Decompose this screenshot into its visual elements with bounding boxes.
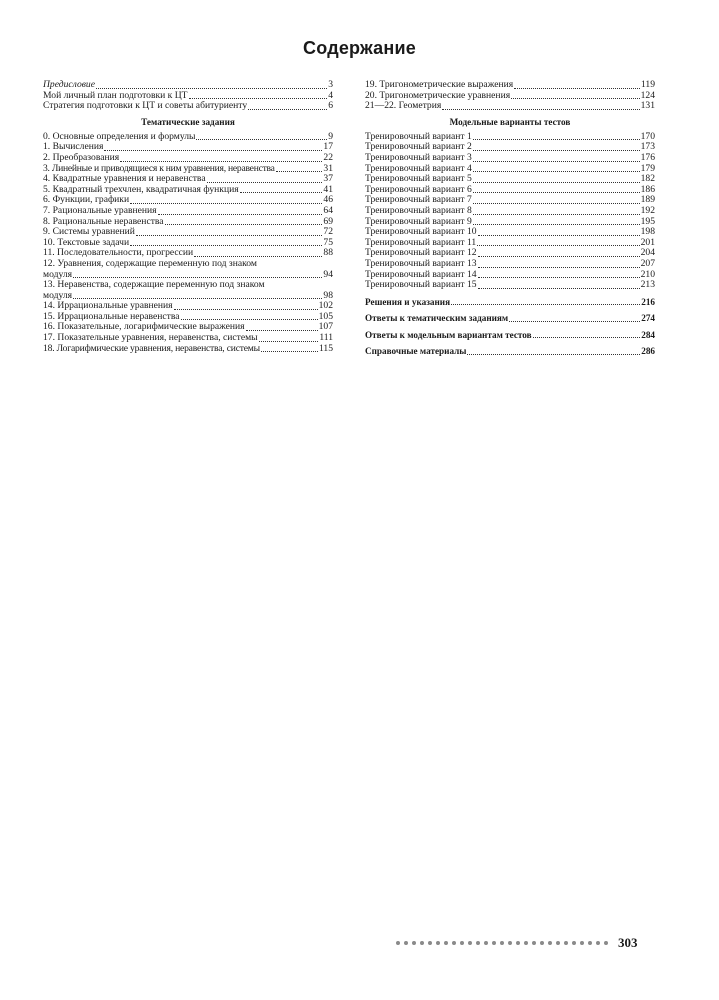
toc-entry[interactable] bbox=[43, 301, 333, 312]
toc-entry-title: 14. Иррациональные уравнения bbox=[43, 301, 173, 312]
toc-entry-title: Тренировочный вариант 5 bbox=[365, 174, 472, 185]
dot-leader bbox=[120, 161, 322, 162]
toc-entry-page: 64 bbox=[323, 204, 333, 216]
toc-entry-page: 173 bbox=[640, 141, 655, 153]
toc-entry-title: 5. Квадратный трехчлен, квадратичная функция bbox=[43, 184, 239, 195]
toc-entry-title: Тренировочный вариант 4 bbox=[365, 163, 472, 174]
toc-entry-page: 192 bbox=[640, 204, 655, 216]
page-title: Содержание bbox=[303, 38, 416, 58]
toc-entry[interactable] bbox=[365, 280, 655, 291]
toc-entry[interactable] bbox=[365, 248, 655, 259]
toc-entry-page: 98 bbox=[323, 289, 333, 301]
toc-entry[interactable] bbox=[365, 91, 655, 102]
toc-entry[interactable] bbox=[365, 174, 655, 185]
toc-entry[interactable] bbox=[365, 227, 655, 238]
dot-leader bbox=[240, 192, 323, 193]
toc-entry-title: Тренировочный вариант 8 bbox=[365, 205, 472, 216]
toc-entry[interactable] bbox=[43, 153, 333, 164]
toc-left-column bbox=[43, 80, 333, 354]
toc-entry-page: 210 bbox=[640, 268, 655, 280]
toc-entry-title: 10. Текстовые задачи bbox=[43, 237, 130, 248]
toc-entry-title: Решения и указания bbox=[365, 296, 451, 307]
toc-entry-page: 131 bbox=[640, 100, 655, 112]
dot-leader bbox=[136, 235, 322, 236]
dot-leader bbox=[473, 161, 640, 162]
dot-leader bbox=[158, 214, 323, 215]
dot-leader bbox=[104, 150, 322, 151]
toc-entry-page: 41 bbox=[323, 183, 333, 195]
toc-entry-page: 274 bbox=[641, 313, 655, 324]
toc-entry-title: 8. Рациональные неравенства bbox=[43, 216, 164, 227]
toc-entry[interactable] bbox=[365, 217, 655, 228]
toc-entry[interactable] bbox=[365, 80, 655, 91]
toc-entry[interactable] bbox=[43, 217, 333, 228]
toc-entry-title: Тренировочный вариант 12 bbox=[365, 248, 477, 259]
dot-leader bbox=[207, 182, 323, 183]
toc-entry-page: 176 bbox=[640, 151, 655, 163]
toc-entry-title: Тренировочный вариант 13 bbox=[365, 258, 477, 269]
toc-entry-title: 4. Квадратные уравнения и неравенства bbox=[43, 174, 206, 185]
dot-leader bbox=[451, 304, 640, 305]
section-heading: Тематические задания bbox=[141, 116, 235, 127]
toc-entry-title: Тренировочный вариант 10 bbox=[365, 227, 477, 238]
dot-leader bbox=[96, 88, 327, 89]
toc-entry-title: Тренировочный вариант 9 bbox=[365, 216, 472, 227]
dot-leader bbox=[174, 309, 318, 310]
toc-entry[interactable] bbox=[43, 101, 333, 112]
dot-leader bbox=[478, 267, 640, 268]
toc-entry[interactable] bbox=[43, 312, 333, 323]
toc-entry-title: Стратегия подготовки к ЦТ и советы абитуриенту bbox=[43, 101, 248, 112]
toc-entry-title: Предисловие bbox=[43, 80, 95, 90]
dot-leader bbox=[514, 88, 640, 89]
toc-entry-page: 107 bbox=[318, 321, 333, 333]
dot-leader bbox=[478, 288, 640, 289]
toc-entry-last-line bbox=[43, 291, 333, 302]
toc-entry-title: Тренировочный вариант 3 bbox=[365, 152, 472, 163]
toc-entry[interactable] bbox=[43, 206, 333, 217]
toc-entry-page: 179 bbox=[640, 162, 655, 174]
toc-entry[interactable] bbox=[365, 185, 655, 196]
toc-entry-title: Тренировочный вариант 14 bbox=[365, 269, 477, 280]
toc-entry[interactable] bbox=[365, 132, 655, 143]
page-number: 303 bbox=[618, 935, 638, 950]
toc-entry-title: 2. Преобразования bbox=[43, 152, 120, 163]
toc-entry[interactable] bbox=[43, 164, 333, 175]
toc-entry-title-line: 12. Уравнения, содержащие переменную под знаком bbox=[43, 257, 257, 269]
toc-entry-title: 1. Вычисления bbox=[43, 142, 104, 153]
dot-leader bbox=[473, 182, 640, 183]
toc-entry[interactable] bbox=[43, 238, 333, 249]
dot-leader bbox=[478, 235, 640, 236]
dot-leader bbox=[130, 245, 322, 246]
toc-entry[interactable] bbox=[43, 344, 333, 355]
toc-entry-page: 111 bbox=[319, 332, 333, 344]
dot-leader bbox=[73, 277, 322, 278]
toc-entry-page: 201 bbox=[640, 236, 655, 248]
toc-entry-page: 182 bbox=[640, 173, 655, 185]
toc-entry-page: 75 bbox=[323, 236, 333, 248]
toc-entry[interactable] bbox=[43, 185, 333, 196]
dot-leader bbox=[196, 139, 327, 140]
toc-entry-page: 124 bbox=[640, 89, 655, 101]
toc-entry-title: 11. Последовательности, прогрессии bbox=[43, 248, 194, 259]
dot-leader bbox=[181, 319, 318, 320]
toc-entry-wrapped[interactable] bbox=[43, 280, 333, 301]
toc-entry-page: 115 bbox=[318, 342, 333, 354]
dot-leader bbox=[165, 224, 323, 225]
dot-leader bbox=[248, 109, 327, 110]
toc-entry-title: Тренировочный вариант 7 bbox=[365, 195, 472, 206]
toc-entry-page: 4 bbox=[328, 89, 333, 101]
toc-entry-bold[interactable] bbox=[365, 330, 655, 341]
toc-entry-page: 286 bbox=[641, 346, 655, 357]
toc-entry[interactable] bbox=[365, 142, 655, 153]
toc-entry-page: 170 bbox=[640, 130, 655, 142]
dot-leader bbox=[533, 337, 641, 338]
toc-entry-page: 69 bbox=[323, 215, 333, 227]
toc-entry[interactable] bbox=[365, 101, 655, 112]
toc-entry-page: 37 bbox=[323, 173, 333, 185]
dot-leader bbox=[473, 192, 640, 193]
toc-entry-bold[interactable] bbox=[365, 313, 655, 324]
toc-entry-page: 195 bbox=[640, 215, 655, 227]
dot-leader bbox=[473, 139, 640, 140]
toc-entry[interactable] bbox=[365, 195, 655, 206]
toc-entry[interactable] bbox=[43, 174, 333, 185]
toc-entry-title: 7. Рациональные уравнения bbox=[43, 205, 157, 216]
toc-entry-page: 94 bbox=[323, 268, 333, 280]
toc-entry-page: 119 bbox=[640, 79, 655, 90]
toc-entry-title: модуля bbox=[43, 269, 73, 280]
toc-entry-wrapped[interactable] bbox=[43, 259, 333, 280]
dot-leader bbox=[478, 256, 640, 257]
toc-entry-title: 15. Иррациональные неравенства bbox=[43, 311, 180, 322]
toc-entry-page: 105 bbox=[318, 310, 333, 322]
toc-right-column bbox=[365, 80, 655, 357]
toc-entry[interactable] bbox=[43, 195, 333, 206]
dot-leader bbox=[473, 224, 640, 225]
dot-leader bbox=[194, 256, 322, 257]
toc-entry[interactable] bbox=[365, 270, 655, 281]
toc-entry-page: 17 bbox=[323, 141, 333, 153]
toc-entry-title: 20. Тригонометрические уравнения bbox=[365, 90, 511, 101]
toc-entry-page: 216 bbox=[641, 296, 655, 307]
dot-leader bbox=[477, 245, 639, 246]
toc-entry-page: 31 bbox=[323, 162, 333, 174]
toc-entry[interactable] bbox=[43, 142, 333, 153]
toc-entry-page: 213 bbox=[640, 279, 655, 291]
toc-entry[interactable] bbox=[365, 238, 655, 249]
toc-entry[interactable] bbox=[43, 91, 333, 102]
toc-entry[interactable] bbox=[365, 206, 655, 217]
toc-entry-title: Ответы к тематическим заданиям bbox=[365, 313, 509, 324]
dot-leader bbox=[73, 298, 322, 299]
toc-entry-title: Тренировочный вариант 6 bbox=[365, 184, 472, 195]
dot-leader bbox=[442, 109, 639, 110]
dot-leader bbox=[246, 330, 318, 331]
dot-leader bbox=[276, 171, 323, 172]
toc-entry-title: 21—22. Геометрия bbox=[365, 101, 442, 112]
toc-entry-bold[interactable] bbox=[365, 297, 655, 308]
toc-entry-page: 189 bbox=[640, 194, 655, 206]
toc-entry-page: 46 bbox=[323, 194, 333, 206]
page-footer bbox=[396, 935, 638, 951]
toc-entry-title: 9. Системы уравнений bbox=[43, 227, 135, 238]
toc-entry-title-line: 13. Неравенства, содержащие переменную под знаком bbox=[43, 279, 265, 291]
toc-entry-title: 18. Логарифмические уравнения, неравенства, системы bbox=[43, 343, 260, 354]
toc-entry-title: Справочные материалы bbox=[365, 346, 467, 357]
toc-entry-page: 3 bbox=[328, 79, 333, 90]
toc-entry-title: Ответы к модельным вариантам тестов bbox=[365, 329, 532, 340]
toc-entry-page: 72 bbox=[323, 226, 333, 238]
toc-entry[interactable] bbox=[43, 322, 333, 333]
toc-entry-page: 198 bbox=[640, 226, 655, 238]
toc-entry-page: 102 bbox=[318, 300, 333, 312]
toc-entry-bold[interactable] bbox=[365, 346, 655, 357]
dot-leader bbox=[259, 341, 319, 342]
section-heading: Модельные варианты тестов bbox=[449, 116, 571, 127]
toc-entry[interactable] bbox=[365, 164, 655, 175]
toc-entry-title: 19. Тригонометрические выражения bbox=[365, 80, 514, 90]
toc-entry[interactable] bbox=[365, 259, 655, 270]
toc-entry-page: 284 bbox=[641, 329, 655, 340]
toc-entry-page: 186 bbox=[640, 183, 655, 195]
toc-entry-page: 22 bbox=[323, 151, 333, 163]
dot-leader bbox=[473, 214, 640, 215]
toc-entry[interactable] bbox=[43, 80, 333, 91]
toc-entry-page: 207 bbox=[640, 257, 655, 269]
dot-leader bbox=[467, 354, 640, 355]
dot-leader bbox=[473, 150, 640, 151]
dot-leader bbox=[509, 321, 640, 322]
dot-leader bbox=[189, 98, 328, 99]
toc-entry[interactable] bbox=[43, 227, 333, 238]
toc-entry-title: 6. Функции, графики bbox=[43, 195, 130, 206]
dot-leader bbox=[473, 171, 640, 172]
toc-entry-title: модуля bbox=[43, 290, 73, 301]
decorative-dot-leader bbox=[396, 941, 608, 945]
dot-leader bbox=[511, 98, 639, 99]
dot-leader bbox=[261, 351, 318, 352]
toc-entry-page: 9 bbox=[328, 130, 333, 142]
toc-entry[interactable] bbox=[43, 132, 333, 143]
dot-leader bbox=[478, 277, 640, 278]
toc-entry[interactable] bbox=[365, 153, 655, 164]
toc-entry-title: 3. Линейные и приводящиеся к ним уравнения, неравенства bbox=[43, 163, 275, 174]
toc-entry-title: 17. Показательные уравнения, неравенства, системы bbox=[43, 333, 258, 344]
toc-entry-title: Мой личный план подготовки к ЦТ bbox=[43, 90, 188, 101]
toc-entry-title: Тренировочный вариант 15 bbox=[365, 280, 477, 291]
toc-entry-title: Тренировочный вариант 2 bbox=[365, 142, 472, 153]
toc-entry-title: Тренировочный вариант 1 bbox=[365, 131, 472, 142]
toc-entry-page: 204 bbox=[640, 247, 655, 259]
toc-entry-title: 0. Основные определения и формулы bbox=[43, 131, 196, 142]
toc-entry[interactable] bbox=[43, 333, 333, 344]
dot-leader bbox=[473, 203, 640, 204]
toc-entry-page: 88 bbox=[323, 247, 333, 259]
toc-entry-title: 16. Показательные, логарифмические выражения bbox=[43, 322, 245, 333]
dot-leader bbox=[130, 203, 322, 204]
toc-entry-title: Тренировочный вариант 11 bbox=[365, 237, 477, 248]
toc-entry-page: 6 bbox=[328, 100, 333, 112]
